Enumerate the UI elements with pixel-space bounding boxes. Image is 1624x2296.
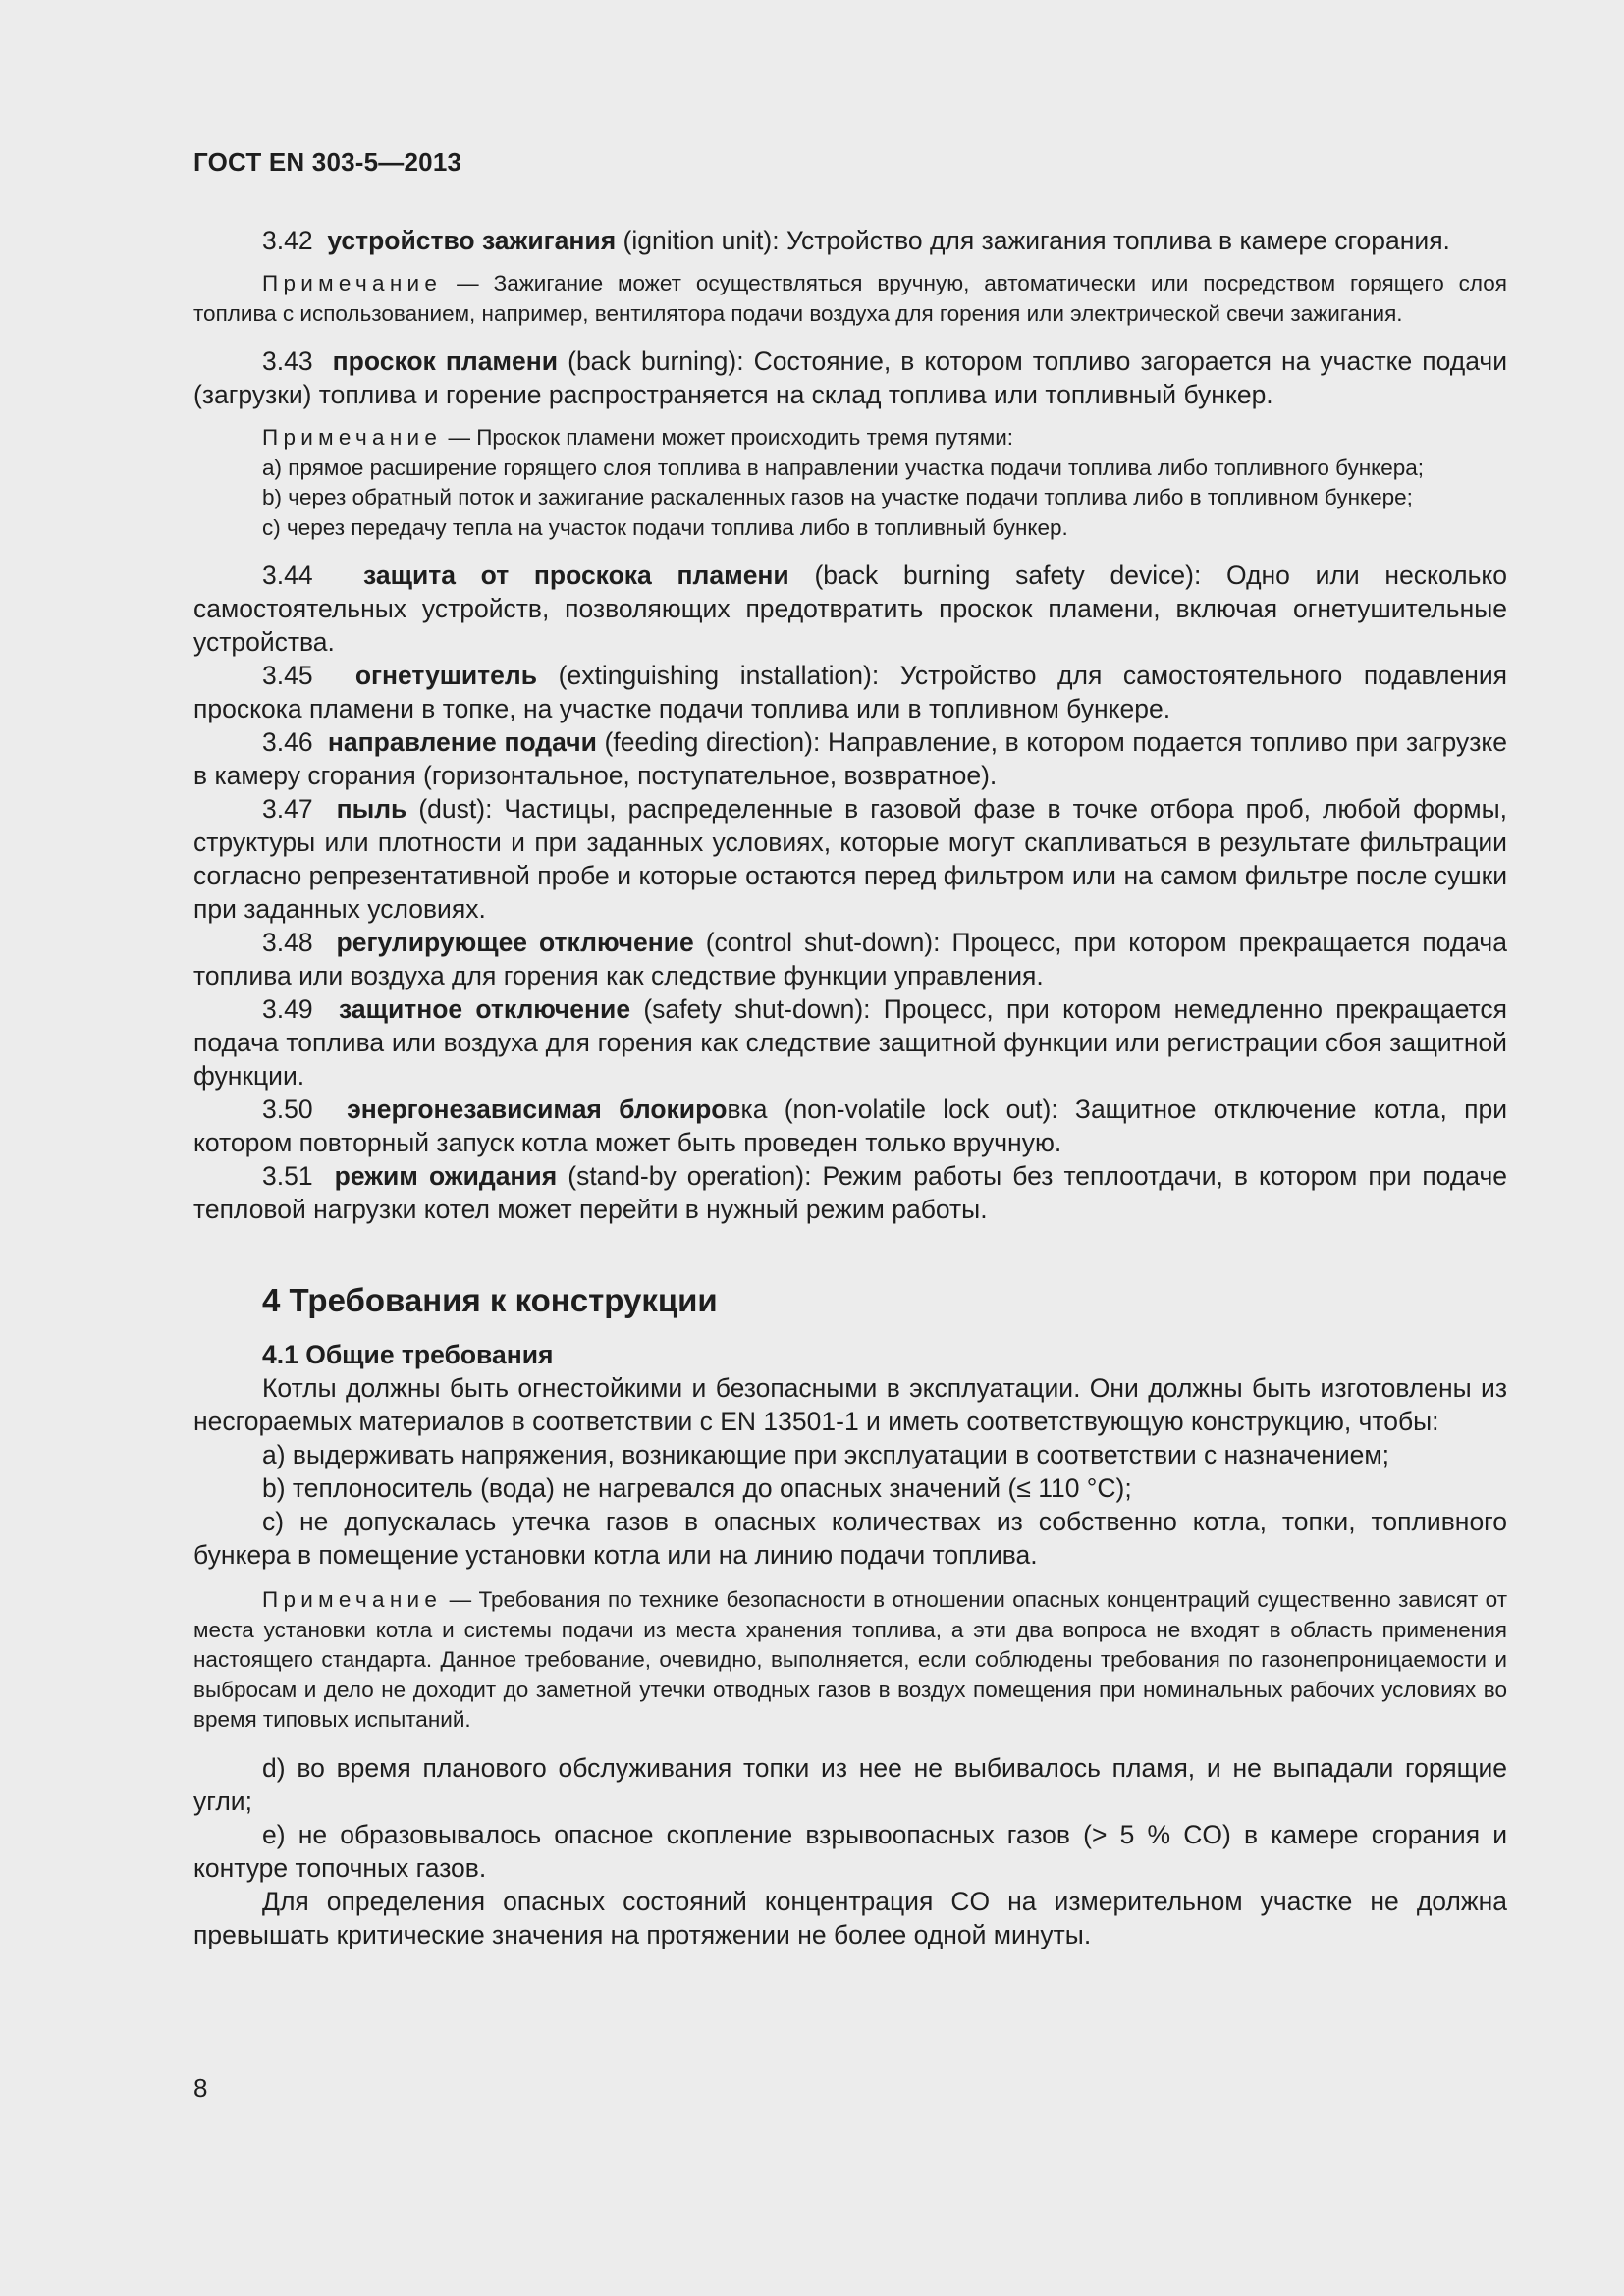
document-header: ГОСТ EN 303-5—2013 bbox=[193, 147, 462, 177]
final-paragraph: Для определения опасных состояний концентрация CO на измерительном участке не должна превышать критические значения на протяжении не более одной минуты. bbox=[193, 1886, 1507, 1949]
note-3-42: Примечание — Зажигание может осуществляться вручную, автоматически или посредством горящего слоя топлива с использованием, например, вентилятора подачи воздуха для горения или электрической свечи зажигания. bbox=[193, 271, 1507, 326]
subsection-heading: 4.1 Общие требования bbox=[262, 1340, 554, 1369]
term: режим ожидания bbox=[334, 1161, 558, 1191]
term: пыль bbox=[336, 794, 407, 824]
section-intro: Котлы должны быть огнестойкими и безопасными в эксплуатации. Они должны быть изготовлены из несгораемых материалов в соответствии с EN 13501-1 и иметь соответствующую конструкцию, чтобы: bbox=[193, 1373, 1507, 1436]
definition-3-51: 3.51 режим ожидания (stand-by operation): Режим работы без теплоотдачи, в котором при подаче тепловой нагрузки котел может перейти в нужный режим работы. bbox=[193, 1161, 1508, 1224]
requirement-item: e) не образовывалось опасное скопление взрывоопасных газов (> 5 % CO) в камере сгорания и контуре топочных газов. bbox=[193, 1819, 1507, 1883]
note-3-43: Примечание — Проскок пламени может происходить тремя путями: bbox=[262, 425, 1014, 450]
requirement-item: b) теплоноситель (вода) не нагревался до опасных значений (≤ 110 °C); bbox=[262, 1473, 1132, 1503]
note-list-item: a) прямое расширение горящего слоя топлива в направлении участка подачи топлива либо топливного бункера; bbox=[262, 454, 1425, 480]
term: регулирующее отключение bbox=[336, 928, 694, 957]
page-number: 8 bbox=[193, 2073, 208, 2103]
requirement-item: d) во время планового обслуживания топки из нее не выбивалось пламя, и не выпадали горящие угли; bbox=[193, 1752, 1507, 1816]
term: энергонезависимая блокиро bbox=[347, 1095, 728, 1124]
definition-3-42: 3.42 устройство зажигания (ignition unit): Устройство для зажигания топлива в камере сгорания. bbox=[262, 226, 1450, 255]
requirement-item: c) не допускалась утечка газов в опасных количествах из собственно котла, топки, топливного бункера в помещение установки котла или на линию подачи топлива. bbox=[193, 1507, 1507, 1570]
definition-3-43: 3.43 проскок пламени (back burning): Состояние, в котором топливо загорается на участке подачи (загрузки) топлива и горение распространяется на склад топлива или топливный бункер. bbox=[193, 347, 1507, 409]
term: устройство зажигания bbox=[327, 226, 617, 255]
note-list-item: c) через передачу тепла на участок подачи топлива либо в топливный бункер. bbox=[262, 514, 1068, 540]
term: направление подачи bbox=[327, 727, 597, 757]
note-list-item: b) через обратный поток и зажигание раскаленных газов на участке подачи топлива либо в топливном бункере; bbox=[262, 485, 1413, 509]
definition-3-49: 3.49 защитное отключение (safety shut-down): Процесс, при котором немедленно прекращается подача топлива или воздуха для горения как следствие защитной функции или регистрации сбоя защитной функции. bbox=[193, 994, 1507, 1091]
definition-3-44: 3.44 защита от проскока пламени (back burning safety device): Одно или несколько самостоятельных устройств, позволяющих предотвратить проскок пламени, включая огнетушительные устройства. bbox=[193, 561, 1508, 657]
term: защита от проскока пламени bbox=[363, 561, 789, 590]
definition-3-48: 3.48 регулирующее отключение (control shut-down): Процесс, при котором прекращается подача топлива или воздуха для горения как следствие функции управления. bbox=[193, 928, 1507, 990]
definition-3-45: 3.45 огнетушитель (extinguishing installation): Устройство для самостоятельного подавления проскока пламени в топке, на участке подачи топлива или в топливном бункере. bbox=[193, 661, 1507, 723]
note-4-1: Примечание — Требования по технике безопасности в отношении опасных концентраций существенно зависят от места установки котла и системы подачи из места хранения топлива, а эти два вопроса не входят в область применения настоящего стандарта. Данное требование, очевидно, выполняется, если соблюдены требования по газонепроницаемости и выбросам и дело не доходит до заметной утечки отводных газов в воздух помещения при номинальных рабочих условиях во время типовых испытаний. bbox=[193, 1587, 1507, 1732]
page-content bbox=[193, 224, 1507, 1951]
definition-3-50: 3.50 энергонезависимая блокировка (non-volatile lock out): Защитное отключение котла, при котором повторный запуск котла может быть проведен только вручную. bbox=[193, 1095, 1507, 1157]
definition-3-47: 3.47 пыль (dust): Частицы, распределенные в газовой фазе в точке отбора проб, любой формы, структуры или плотности и при заданных условиях, которые могут скапливаться в результате фильтрации согласно репрезентативной пробе и которые остаются перед фильтром или на самом фильтре после сушки при заданных условиях. bbox=[193, 794, 1507, 924]
definition-3-46: 3.46 направление подачи (feeding direction): Направление, в котором подается топливо при загрузке в камеру сгорания (горизонтальное, поступательное, возвратное). bbox=[193, 727, 1507, 790]
term: проскок пламени bbox=[332, 347, 559, 376]
term: защитное отключение bbox=[339, 994, 631, 1024]
section-heading: 4 Требования к конструкции bbox=[262, 1282, 718, 1318]
requirement-item: a) выдерживать напряжения, возникающие при эксплуатации в соответствии с назначением; bbox=[262, 1440, 1389, 1469]
term: огнетушитель bbox=[354, 661, 538, 690]
